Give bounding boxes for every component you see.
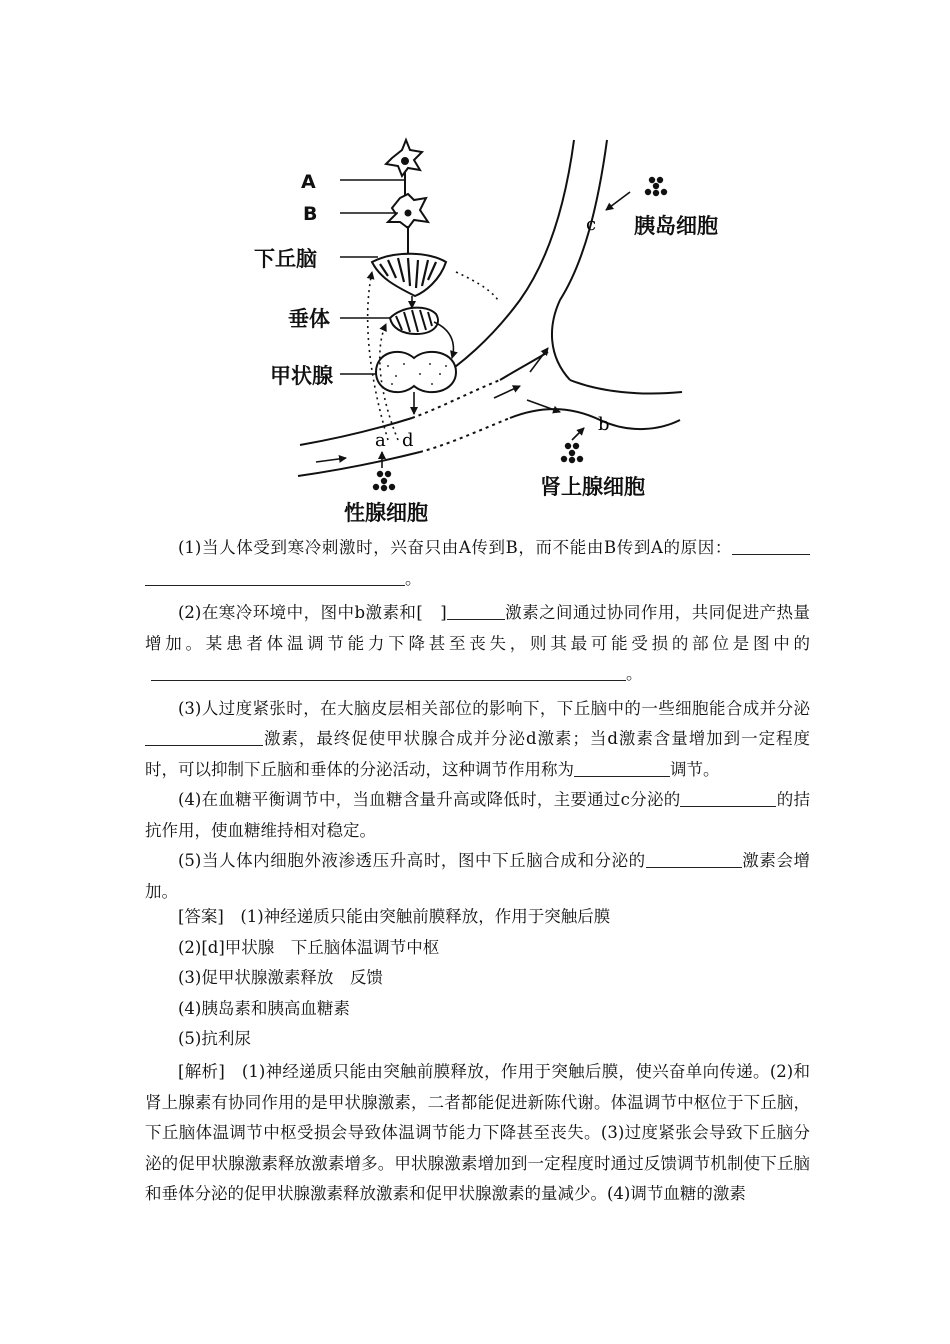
label-gonad: 性腺细胞: [344, 501, 428, 525]
label-hypothalamus: 下丘脑: [254, 247, 317, 271]
answer-4: (4)胰岛素和胰高血糖素: [178, 998, 350, 1018]
endocrine-regulation-diagram: [0, 0, 950, 540]
question-4: (4)在血糖平衡调节中，当血糖含量升高或降低时，主要通过c分泌的 的拮抗作用，使血糖维持相对稳定。: [145, 790, 810, 840]
analysis-text: [解析] (1)神经递质只能由突触前膜释放，作用于突触后膜，使兴奋单向传递。(2)和肾上腺素有协同作用的是甲状腺激素，二者都能促进新陈代谢。体温调节中枢位于下丘脑，下丘脑体温调节中枢受损会导致体温调节能力下降甚至丧失。(3)过度紧张会导致下丘脑分泌的促甲状腺激素释放激素增多。甲状腺激素增加到一定程度时通过反馈调节机制使下丘脑和垂体分泌的促甲状腺激素释放激素和促甲状腺激素的量减少。(4)调节血糖的激素: [145, 1062, 810, 1203]
neuron-a: [386, 140, 422, 196]
neuron-b: [388, 194, 428, 256]
label-a: a: [375, 430, 386, 451]
question-5: (5)当人体内细胞外液渗透压升高时，图中下丘脑合成和分泌的 激素会增加。: [145, 851, 811, 901]
label-islet: 胰岛细胞: [634, 214, 718, 238]
answers-section: [145, 902, 810, 1055]
question-3: (3)人过度紧张时，在大脑皮层相关部位的影响下，下丘脑中的一些细胞能合成并分泌激素，最终促使甲状腺合成并分泌d激素；当d激素含量增加到一定程度时，可以抑制下丘脑和垂体的分泌活动，这种调节作用称为 调节。: [145, 698, 810, 779]
answer-3: (3)促甲状腺激素释放 反馈: [178, 968, 383, 987]
label-pituitary: 垂体: [288, 307, 330, 331]
questions-section: [145, 533, 810, 907]
answer-blank: [145, 727, 263, 746]
label-d: d: [402, 430, 414, 451]
answer-5: (5)抗利尿: [178, 1029, 251, 1048]
hypothalamus-shape: [372, 254, 446, 296]
feedback-line: [456, 272, 498, 300]
label-c: c: [586, 214, 597, 235]
answer-blank: [145, 567, 405, 586]
answer-blank: [646, 849, 742, 868]
flow-arrow: [316, 458, 346, 462]
answer-1: [答案] (1)神经递质只能由突触前膜释放，作用于突触后膜: [178, 907, 611, 926]
question-2: (2)在寒冷环境中，图中b激素和[ ] 激素之间通过协同作用，共同促进产热量增加。某患者体温调节能力下降甚至丧失，则其最可能受损的部位是图中的。: [145, 603, 811, 683]
gonad-cell-cluster: [373, 471, 395, 491]
answer-blank: [574, 758, 670, 777]
question-1: (1)当人体受到寒冷刺激时，兴奋只由A传到B，而不能由B传到A的原因：。: [145, 533, 810, 594]
answer-2: (2)[d]甲状腺 下丘脑体温调节中枢: [178, 937, 440, 957]
label-b-upper: B: [303, 203, 318, 225]
label-b: b: [598, 414, 610, 435]
flow-arrow: [494, 386, 520, 398]
islet-cell-cluster: [645, 177, 667, 196]
blood-vessel: [298, 140, 682, 476]
label-thyroid: 甲状腺: [270, 364, 333, 388]
thyroid-shape: [376, 352, 456, 392]
label-adrenal: 肾上腺细胞: [540, 475, 645, 499]
pituitary-shape: [390, 308, 438, 334]
label-a-upper: A: [301, 171, 316, 193]
answer-blank: [680, 788, 776, 807]
analysis-section: [145, 1057, 810, 1210]
answer-blank: [151, 662, 626, 681]
adrenal-cell-cluster: [561, 443, 583, 463]
answer-blank: [732, 536, 810, 555]
answer-blank: [447, 601, 505, 620]
